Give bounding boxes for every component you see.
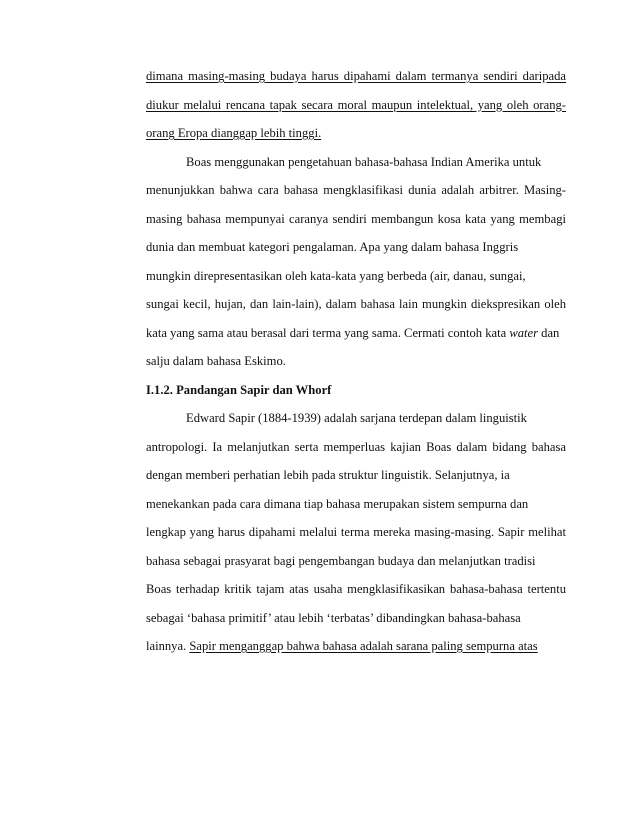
paragraph-3-line-5: lengkap yang harus dipahami melalui terma mereka masing-masing. Sapir melihat [146, 525, 566, 539]
text-segment: lainnya. [146, 639, 190, 653]
underlined-text: orang Eropa dianggap lebih tinggi. [146, 126, 322, 140]
paragraph-3-line-4: menekankan pada cara dimana tiap bahasa merupakan sistem sempurna dan [146, 496, 529, 511]
text-segment: kata yang sama atau berasal dari terma yang sama. Cermati contoh kata [146, 325, 510, 340]
paragraph-2-line-2: menunjukkan bahwa cara bahasa mengklasifikasi dunia adalah arbitrer. Masing- [146, 183, 566, 197]
section-heading: I.1.2. Pandangan Sapir dan Whorf [146, 382, 332, 397]
paragraph-3-line-6: bahasa sebagai prasyarat bagi pengembangan budaya dan melanjutkan tradisi [146, 553, 536, 568]
text-segment: dan [538, 325, 560, 340]
italic-word: water [509, 325, 539, 340]
paragraph-1-line-2 [146, 91, 566, 120]
paragraph-2-line-6: sungai kecil, hujan, dan lain-lain), dalam bahasa lain mungkin diekspresikan oleh [146, 297, 566, 311]
paragraph-1-line-1 [146, 62, 566, 91]
paragraph-3-line-8: sebagai ‘bahasa primitif’ atau lebih ‘terbatas’ dibandingkan bahasa-bahasa [146, 610, 521, 625]
paragraph-2-line-8: salju dalam bahasa Eskimo. [146, 354, 286, 368]
underlined-text: dimana masing-masing budaya harus dipahami dalam termanya sendiri daripada [146, 69, 566, 83]
paragraph-3-line-9 [146, 632, 566, 661]
paragraph-3-line-2: antropologi. Ia melanjutkan serta memperluas kajian Boas dalam bidang bahasa [146, 439, 566, 454]
paragraph-2-line-4: dunia dan membuat kategori pengalaman. Apa yang dalam bahasa Inggris [146, 240, 519, 254]
paragraph-1-line-3 [146, 119, 566, 148]
paragraph-3-line-7: Boas terhadap kritik tajam atas usaha mengklasifikasikan bahasa-bahasa tertentu [146, 582, 566, 596]
paragraph-3-line-3: dengan memberi perhatian lebih pada struktur linguistik. Selanjutnya, ia [146, 468, 510, 482]
paragraph-3-line-1: Edward Sapir (1884-1939) adalah sarjana terdepan dalam linguistik [186, 411, 527, 425]
paragraph-2-line-5: mungkin direpresentasikan oleh kata-kata yang berbeda (air, danau, sungai, [146, 268, 526, 283]
underlined-text: diukur melalui rencana tapak secara moral maupun intelektual, yang oleh orang- [146, 97, 566, 112]
underlined-text: Sapir menganggap bahwa bahasa adalah sarana paling sempurna atas [189, 639, 538, 653]
paragraph-2-line-3: masing bahasa mempunyai caranya sendiri membangun kosa kata yang membagi [146, 211, 566, 226]
paragraph-2-line-7 [146, 319, 566, 348]
document-body [146, 62, 566, 661]
paragraph-2-line-1: Boas menggunakan pengetahuan bahasa-bahasa Indian Amerika untuk [186, 154, 542, 169]
